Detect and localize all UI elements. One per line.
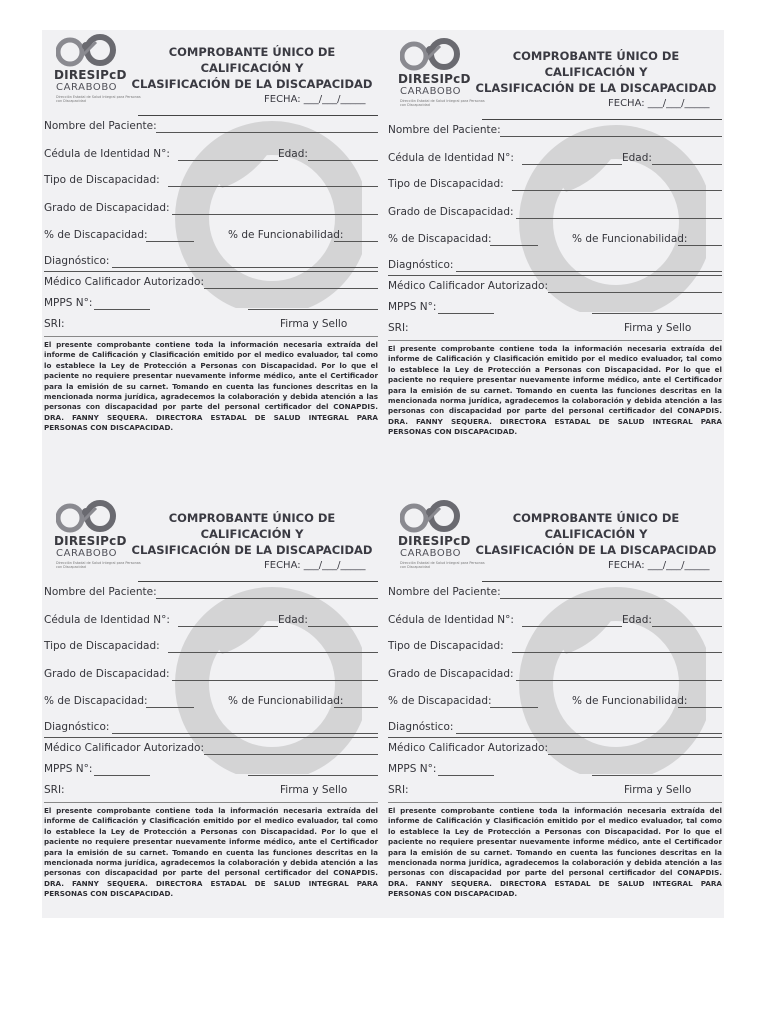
tipo-label: Tipo de Discapacidad: — [44, 174, 160, 186]
title-line-2: CLASIFICACIÓN DE LA DISCAPACIDAD — [131, 77, 373, 91]
mpps-label: MPPS N°: — [44, 763, 93, 775]
org-name: DIRESIPcD — [54, 534, 127, 548]
funcionabilidad-input-line[interactable] — [678, 707, 722, 708]
firma-label: Firma y Sello — [624, 784, 692, 796]
sri-label: SRI: — [44, 784, 65, 796]
grado-input-line[interactable] — [172, 214, 378, 215]
firma-label: Firma y Sello — [280, 318, 348, 330]
sri-label: SRI: — [44, 318, 65, 330]
form-title — [470, 510, 722, 558]
voucher-card-bottom-right — [386, 496, 724, 926]
edad-label: Edad: — [278, 148, 308, 160]
fecha-field[interactable]: FECHA: ___/___/_____ — [608, 98, 710, 109]
diagnostico-second-line[interactable] — [388, 275, 722, 276]
mpps-input-line[interactable] — [94, 775, 150, 776]
firma-input-line[interactable] — [248, 775, 378, 776]
firma-label: Firma y Sello — [624, 322, 692, 334]
mpps-input-line[interactable] — [438, 313, 494, 314]
org-name: DIRESIPcD — [398, 72, 471, 86]
cedula-input-line[interactable] — [178, 160, 278, 161]
porcentaje-input-line[interactable] — [146, 241, 194, 242]
diagnostico-input-line[interactable] — [456, 733, 722, 734]
voucher-card-top-left — [42, 30, 380, 460]
funcionabilidad-input-line[interactable] — [334, 707, 378, 708]
tipo-input-line[interactable] — [168, 186, 378, 187]
funcionabilidad-label: % de Funcionabilidad: — [228, 229, 344, 241]
grado-label: Grado de Discapacidad: — [388, 206, 514, 218]
logo-emblem-icon — [400, 500, 470, 534]
medico-label: Médico Calificador Autorizado: — [44, 742, 204, 754]
nombre-input-line[interactable] — [500, 598, 722, 599]
edad-input-line[interactable] — [652, 626, 722, 627]
org-fine-print: Dirección Estadal de Salud Integral para Personas con Discapacidad — [56, 95, 141, 103]
diagnostico-input-line[interactable] — [456, 271, 722, 272]
header-divider — [138, 581, 378, 582]
cedula-label: Cédula de Identidad N°: — [44, 614, 170, 626]
firma-input-line[interactable] — [592, 313, 722, 314]
cedula-label: Cédula de Identidad N°: — [388, 152, 514, 164]
diagnostico-second-line[interactable] — [44, 737, 378, 738]
grado-label: Grado de Discapacidad: — [44, 202, 170, 214]
funcionabilidad-input-line[interactable] — [678, 245, 722, 246]
mpps-label: MPPS N°: — [44, 297, 93, 309]
funcionabilidad-label: % de Funcionabilidad: — [572, 695, 688, 707]
porcentaje-label: % de Discapacidad: — [388, 233, 492, 245]
porcentaje-input-line[interactable] — [146, 707, 194, 708]
porcentaje-label: % de Discapacidad: — [44, 695, 148, 707]
porcentaje-input-line[interactable] — [490, 245, 538, 246]
funcionabilidad-input-line[interactable] — [334, 241, 378, 242]
grado-input-line[interactable] — [516, 680, 722, 681]
diresipcd-logo — [48, 500, 141, 580]
title-line-1: COMPROBANTE ÚNICO DE CALIFICACIÓN Y — [512, 511, 680, 541]
logo-emblem-icon — [400, 38, 470, 72]
diagnostico-label: Diagnóstico: — [44, 721, 110, 733]
grado-input-line[interactable] — [172, 680, 378, 681]
mpps-label: MPPS N°: — [388, 301, 437, 313]
voucher-card-top-right — [386, 34, 724, 464]
mpps-input-line[interactable] — [438, 775, 494, 776]
mpps-input-line[interactable] — [94, 309, 150, 310]
medico-label: Médico Calificador Autorizado: — [44, 276, 204, 288]
org-name: DIRESIPcD — [54, 68, 127, 82]
nombre-label: Nombre del Paciente: — [44, 586, 157, 598]
sri-label: SRI: — [388, 322, 409, 334]
diagnostico-input-line[interactable] — [112, 267, 378, 268]
org-fine-print: Dirección Estadal de Salud Integral para Personas con Discapacidad — [56, 561, 141, 569]
diagnostico-input-line[interactable] — [112, 733, 378, 734]
medico-label: Médico Calificador Autorizado: — [388, 280, 548, 292]
edad-label: Edad: — [622, 614, 652, 626]
nombre-input-line[interactable] — [156, 132, 378, 133]
funcionabilidad-label: % de Funcionabilidad: — [572, 233, 688, 245]
sri-label: SRI: — [388, 784, 409, 796]
tipo-input-line[interactable] — [512, 190, 722, 191]
cedula-input-line[interactable] — [522, 164, 622, 165]
diagnostico-second-line[interactable] — [44, 271, 378, 272]
form-title — [126, 44, 378, 92]
tipo-label: Tipo de Discapacidad: — [388, 640, 504, 652]
cedula-input-line[interactable] — [178, 626, 278, 627]
edad-label: Edad: — [278, 614, 308, 626]
cedula-label: Cédula de Identidad N°: — [388, 614, 514, 626]
edad-input-line[interactable] — [308, 160, 378, 161]
diagnostico-label: Diagnóstico: — [44, 255, 110, 267]
org-fine-print: Dirección Estadal de Salud Integral para Personas con Discapacidad — [400, 561, 485, 569]
mpps-label: MPPS N°: — [388, 763, 437, 775]
tipo-input-line[interactable] — [168, 652, 378, 653]
title-line-1: COMPROBANTE ÚNICO DE CALIFICACIÓN Y — [512, 49, 680, 79]
medico-input-line[interactable] — [204, 754, 378, 755]
diagnostico-label: Diagnóstico: — [388, 259, 454, 271]
voucher-card-bottom-left — [42, 496, 380, 926]
tipo-input-line[interactable] — [512, 652, 722, 653]
firma-input-line[interactable] — [248, 309, 378, 310]
edad-label: Edad: — [622, 152, 652, 164]
diagnostico-label: Diagnóstico: — [388, 721, 454, 733]
header-divider — [482, 581, 722, 582]
header-divider — [138, 115, 378, 116]
fecha-field[interactable]: FECHA: ___/___/_____ — [264, 94, 366, 105]
org-city: CARABOBO — [56, 548, 118, 559]
legal-notice: El presente comprobante contiene toda la información necesaria extraída del informe de Calificación y Clasificación emitido por el medico evaluador, tal como lo establece la Ley de Protección a Personas con Discapacidad. Por lo que el paciente no requiere presentar nuevamente informe médico, ante el Certificador para la emisión de su carnet. Tomando en cuenta las funciones descritas en la mencionada norma jurídica, agradecemos la colaboración y debida atención a las personas con discapacidad por parte del personal certificador del CONAPDIS. DRA. FANNY SEQUERA. DIRECTORA ESTADAL DE SALUD INTEGRAL PARA PERSONAS CON DISCAPACIDAD. — [388, 802, 722, 900]
org-city: CARABOBO — [56, 82, 118, 93]
legal-notice: El presente comprobante contiene toda la información necesaria extraída del informe de Calificación y Clasificación emitido por el medico evaluador, tal como lo establece la Ley de Protección a Personas con Discapacidad. Por lo que el paciente no requiere presentar nuevamente informe médico, ante el Certificador para la emisión de su carnet. Tomando en cuenta las funciones descritas en la mencionada norma jurídica, agradecemos la colaboración y debida atención a las personas con discapacidad por parte del personal certificador del CONAPDIS. DRA. FANNY SEQUERA. DIRECTORA ESTADAL DE SALUD INTEGRAL PARA PERSONAS CON DISCAPACIDAD. — [44, 802, 378, 900]
form-title — [470, 48, 722, 96]
cedula-input-line[interactable] — [522, 626, 622, 627]
grado-label: Grado de Discapacidad: — [44, 668, 170, 680]
firma-input-line[interactable] — [592, 775, 722, 776]
diagnostico-second-line[interactable] — [388, 737, 722, 738]
fecha-field[interactable]: FECHA: ___/___/_____ — [608, 560, 710, 571]
org-fine-print: Dirección Estadal de Salud Integral para Personas con Discapacidad — [400, 99, 485, 107]
org-city: CARABOBO — [400, 548, 462, 559]
title-line-1: COMPROBANTE ÚNICO DE CALIFICACIÓN Y — [168, 45, 336, 75]
grado-label: Grado de Discapacidad: — [388, 668, 514, 680]
edad-input-line[interactable] — [308, 626, 378, 627]
org-name: DIRESIPcD — [398, 534, 471, 548]
diresipcd-logo — [392, 500, 485, 580]
medico-input-line[interactable] — [548, 754, 722, 755]
org-city: CARABOBO — [400, 86, 462, 97]
fecha-field[interactable]: FECHA: ___/___/_____ — [264, 560, 366, 571]
porcentaje-label: % de Discapacidad: — [388, 695, 492, 707]
logo-emblem-icon — [56, 34, 126, 68]
legal-notice: El presente comprobante contiene toda la información necesaria extraída del informe de Calificación y Clasificación emitido por el medico evaluador, tal como lo establece la Ley de Protección a Personas con Discapacidad. Por lo que el paciente no requiere presentar nuevamente informe médico, ante el Certificador para la emisión de su carnet. Tomando en cuenta las funciones descritas en la mencionada norma jurídica, agradecemos la colaboración y debida atención a las personas con discapacidad por parte del personal certificador del CONAPDIS. DRA. FANNY SEQUERA. DIRECTORA ESTADAL DE SALUD INTEGRAL PARA PERSONAS CON DISCAPACIDAD. — [388, 340, 722, 438]
title-line-2: CLASIFICACIÓN DE LA DISCAPACIDAD — [475, 543, 717, 557]
diresipcd-logo — [392, 38, 485, 118]
medico-label: Médico Calificador Autorizado: — [388, 742, 548, 754]
porcentaje-label: % de Discapacidad: — [44, 229, 148, 241]
nombre-input-line[interactable] — [156, 598, 378, 599]
nombre-label: Nombre del Paciente: — [388, 586, 501, 598]
firma-label: Firma y Sello — [280, 784, 348, 796]
logo-emblem-icon — [56, 500, 126, 534]
diresipcd-logo — [48, 34, 141, 114]
porcentaje-input-line[interactable] — [490, 707, 538, 708]
cedula-label: Cédula de Identidad N°: — [44, 148, 170, 160]
form-sheet — [42, 30, 724, 918]
edad-input-line[interactable] — [652, 164, 722, 165]
medico-input-line[interactable] — [204, 288, 378, 289]
legal-notice: El presente comprobante contiene toda la información necesaria extraída del informe de Calificación y Clasificación emitido por el medico evaluador, tal como lo establece la Ley de Protección a Personas con Discapacidad. Por lo que el paciente no requiere presentar nuevamente informe médico, ante el Certificador para la emisión de su carnet. Tomando en cuenta las funciones descritas en la mencionada norma jurídica, agradecemos la colaboración y debida atención a las personas con discapacidad por parte del personal certificador del CONAPDIS. DRA. FANNY SEQUERA. DIRECTORA ESTADAL DE SALUD INTEGRAL PARA PERSONAS CON DISCAPACIDAD. — [44, 336, 378, 434]
title-line-2: CLASIFICACIÓN DE LA DISCAPACIDAD — [475, 81, 717, 95]
nombre-label: Nombre del Paciente: — [44, 120, 157, 132]
nombre-input-line[interactable] — [500, 136, 722, 137]
title-line-2: CLASIFICACIÓN DE LA DISCAPACIDAD — [131, 543, 373, 557]
grado-input-line[interactable] — [516, 218, 722, 219]
nombre-label: Nombre del Paciente: — [388, 124, 501, 136]
title-line-1: COMPROBANTE ÚNICO DE CALIFICACIÓN Y — [168, 511, 336, 541]
funcionabilidad-label: % de Funcionabilidad: — [228, 695, 344, 707]
header-divider — [482, 119, 722, 120]
form-title — [126, 510, 378, 558]
tipo-label: Tipo de Discapacidad: — [44, 640, 160, 652]
medico-input-line[interactable] — [548, 292, 722, 293]
tipo-label: Tipo de Discapacidad: — [388, 178, 504, 190]
